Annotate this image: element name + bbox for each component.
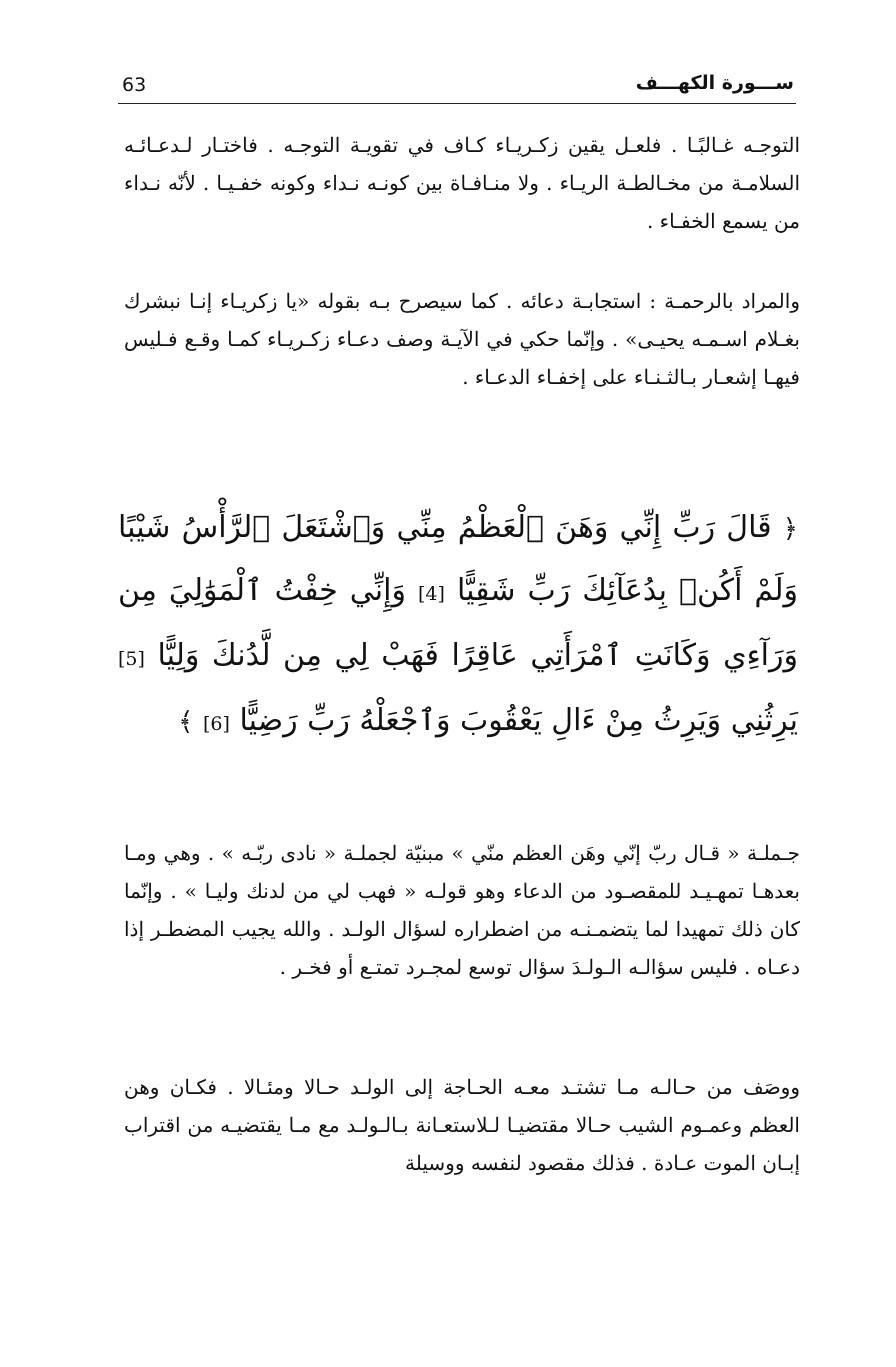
running-title: ســـورة الكهـــف bbox=[635, 72, 794, 94]
header-rule bbox=[118, 103, 796, 104]
verse-number-4: [4] bbox=[418, 583, 445, 605]
paragraph-1: التوجـه غـالبًـا . فلعـل يقين زكـريـاء كـاف في تقويـة التوجـه . فاختـار لـدعـائـه السلامـة من مخـالطـة الريـاء . ولا منـافـاة بين كونـه نـداء وكونه خفـيـا . لأنّه نـداء من يسمع الخفـاء . bbox=[124, 133, 800, 233]
paragraph-4: ووصَف من حـالـه مـا تشتـد معـه الحـاجة إلى الولـد حـالا ومئـالا . فكـان وهن العظم وعمـوم الشيب حـالا مقتضيـا لـلاستعـانة بـالـولـد مع مـا يقتضيـه من اقتراب إبـان الموت عـادة . فذلك مقصود لنفسه ووسيلة bbox=[124, 1075, 800, 1175]
page-header bbox=[118, 72, 796, 102]
paragraph-3: جـملـة « قـال ربّ إنّي وهَن العظم منّي » مبنيّة لجملـة « نادى ربّـه » . وهي ومـا بعدهـا تمهـيـد للمقصـود من الدعاء وهو قولـه « فهب لي من لدنك وليـا » . وإنّما كان ذلك تمهيدا لما يتضمـنـه من اضطراره لسؤال الولـد . والله يجيب المضطـر إذا دعـاه . فليس سؤالـه الـولـدَ سؤال توسع لمجـرد تمتـع أو فخـر . bbox=[124, 841, 800, 979]
page-number: 63 bbox=[122, 74, 147, 96]
verse-open-mark: ﴿ bbox=[782, 514, 798, 544]
verse-number-6: [6] bbox=[202, 713, 230, 735]
verse-line-3: يَرِثُنِي وَيَرِثُ مِنْ ءَالِ يَعْقُوبَ وَٱجْعَلْهُ رَبِّ رَضِيًّا bbox=[239, 703, 798, 738]
verse-line-2: وَإِنِّي خِفْتُ ٱلْمَوَٰلِيَ مِن وَرَآءِي وَكَانَتِ ٱمْرَأَتِي عَاقِرًا فَهَبْ لِي مِن لَّدُنكَ وَلِيًّا bbox=[118, 573, 798, 673]
verse-line-1: قَالَ رَبِّ إِنِّي وَهَنَ ٱلْعَظْمُ مِنِّي وَٱشْتَعَلَ ٱلرَّأْسُ شَيْبًا وَلَمْ أَكُنۢ بِدُعَآئِكَ رَبِّ شَقِيًّا bbox=[118, 510, 799, 608]
paragraph-2: والمراد بالرحمـة : استجابـة دعائه . كما سيصرح بـه بقوله «يا زكريـاء إنـا نبشرك بغـلام اسـمـه يحيـى» . وإنّما حكي في الآيـة وصف دعـاء زكـريـاء كمـا وقـع فـليس فيهـا إشعـار بـالثـنـاء على إخفـاء الدعـاء . bbox=[124, 289, 800, 389]
verse-number-5: [5] bbox=[118, 648, 145, 670]
quran-verse-block bbox=[118, 497, 798, 755]
verse-close-mark: ﴾ bbox=[178, 707, 194, 737]
